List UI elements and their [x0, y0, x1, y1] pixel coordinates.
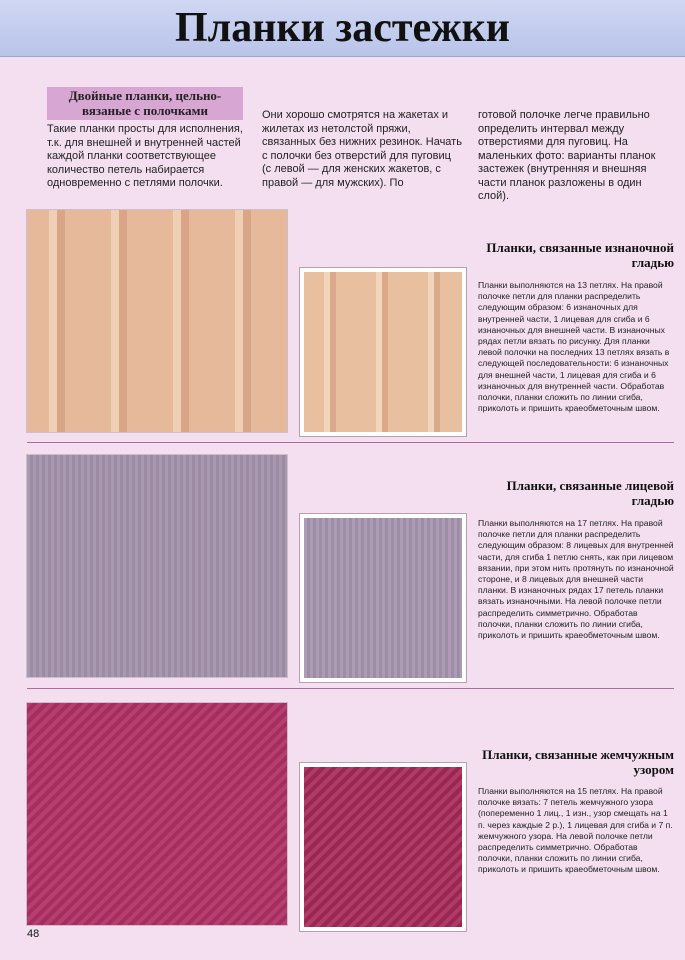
stockinette-band-photo	[300, 514, 466, 682]
section-text-stockinette: Планки выполняются на 17 петлях. На правой полочке петли для планки распределить следующим образом: 8 лицевых для внутренней части, для сгиба 1 петлю снять, как при лицевом вязании, при этом нить протянуть по изнаночной стороне, и 8 лицевых для внешней части планки. В изнаночных рядах 17 петель планки вязать изнаночными. На левой полочке петли распределить симметрично. Обработав полочки, планки сложить по линии сгиба, приколоть и пришить краеобметочным швом.	[478, 518, 674, 641]
purl-stockinette-swatch-photo	[27, 210, 287, 432]
purl-stockinette-band-photo	[300, 268, 466, 436]
page-title: Планки застежки	[175, 5, 510, 51]
section-text-seed-stitch: Планки выполняются на 15 петлях. На правой полочке вязать: 7 петель жемчужного узора (попеременно 1 лиц., 1 изн., узор смещать на 1 п. через каждые 2 р.), 1 лицевая для сгиба и 7 п. жемчужного узора. На левой полочке петли распределить симметрично. Обработав полочки, планки сложить по линии сгиба, приколоть и пришить краеобметочным швом.	[478, 786, 673, 875]
section-title-stockinette: Планки, связанные лицевой гладью	[506, 478, 674, 508]
section-divider	[27, 442, 674, 443]
page-number: 48	[27, 928, 40, 940]
intro-column-2: Они хорошо смотрятся на жакетах и жилетах из нетолстой пряжи, связанных без нижних резинок. Начать с полочки без отверстий для пуговиц (с левой — для женских жакетов, с правой — для мужских). По	[262, 109, 462, 189]
intro-column-1: Такие планки просты для исполнения, т.к. для внешней и внутренней частей каждой планки соответствующее количество петель набирается одновременно с петлями полочки.	[47, 123, 243, 189]
seed-stitch-swatch-photo	[27, 703, 287, 925]
section-title-purl-stockinette: Планки, связанные изнаночной гладью	[486, 240, 674, 270]
seed-stitch-band-photo	[300, 763, 466, 931]
intro-column-3: готовой полочке легче правильно определить интервал между отверстиями для пуговиц. На маленьких фото: варианты планок застежек (внутренняя и внешняя части планок разложены в один слой).	[478, 109, 656, 202]
section-text-purl-stockinette: Планки выполняются на 13 петлях. На правой полочке петли для планки распределить следующим образом: 6 изнаночных для внутренней части, 1 лицевая для сгиба и 6 изнаночных для внешней части. В изнаночных рядах петли вязать по рисунку. Для планки левой полочки на последних 13 петлях вязать в следующей последовательности: 6 изнаночных для внешней части, 1 лицевая для сгиба и 6 изнаночных для внутренней части. Обработав полочки, планки сложить по линии сгиба, приколоть и пришить краеобметочным швом.	[478, 280, 670, 414]
section-title-seed-stitch: Планки, связанные жемчужным узором	[482, 747, 674, 777]
section-divider	[27, 688, 674, 689]
intro-title: Двойные планки, цельно-вязаные с полочками	[47, 87, 243, 120]
stockinette-swatch-photo	[27, 455, 287, 677]
